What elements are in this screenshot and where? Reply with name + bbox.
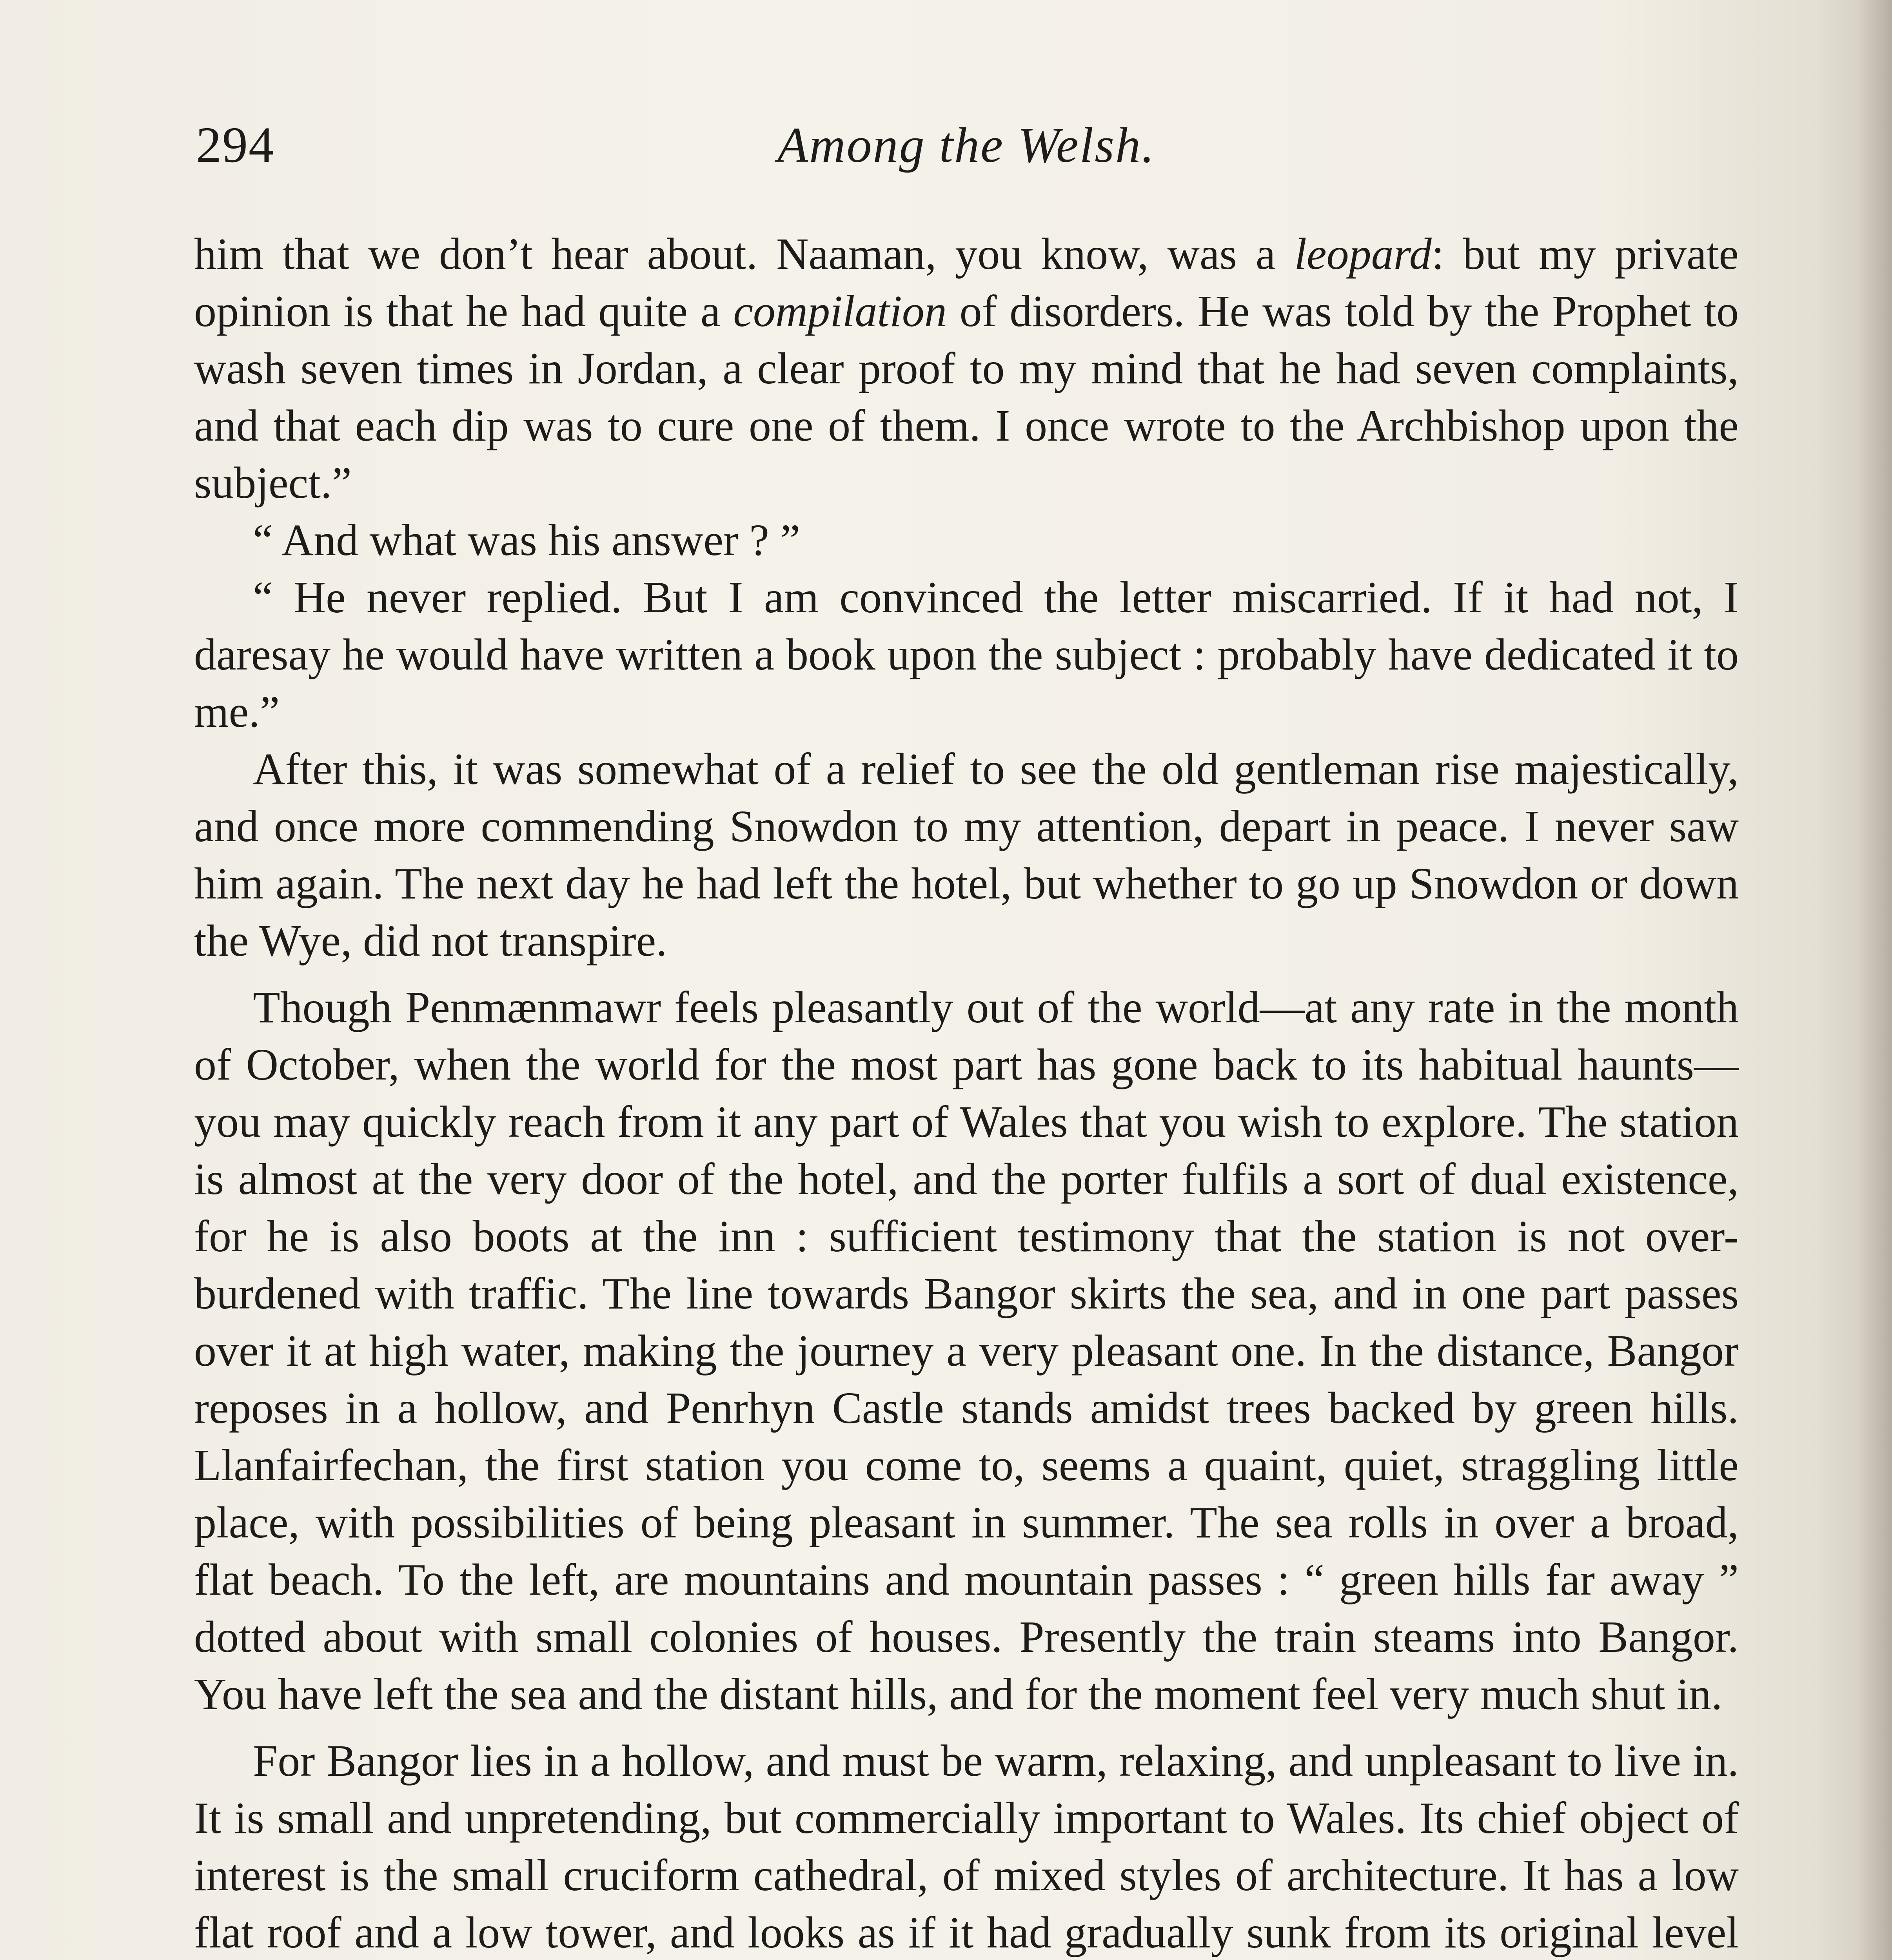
italic-text: compilation xyxy=(733,286,947,336)
paragraph xyxy=(194,225,1739,512)
paragraph xyxy=(194,1732,1739,1960)
paragraph xyxy=(194,569,1739,740)
page-number: 294 xyxy=(196,117,275,173)
paragraph xyxy=(194,512,1739,569)
text-run: After this, it was somewhat of a relief to see the old gentleman rise majestically, and once more commending Snowdon to my attention, depart in peace. I never saw him again. The next day he had left the hotel, but whether to go up Snowdon or down the Wye, did not transpire. xyxy=(194,744,1739,965)
text-run: of disorders. He was told by the Prophet to wash seven times in Jordan, a clear proof to my mind that he had seven complaints, and that each dip was to cure one of them. I once wrote to the Archbishop upon the subject.” xyxy=(194,286,1739,508)
page-header xyxy=(196,106,1737,184)
text-run: him that we don’t hear about. Naaman, you know, was a xyxy=(194,229,1295,279)
text-run: “ And what was his answer ? ” xyxy=(253,515,801,565)
paragraph xyxy=(194,740,1739,969)
running-head: Among the Welsh. xyxy=(777,117,1156,173)
text-run: For Bangor lies in a hollow, and must be warm, relaxing, and unpleasant to live in. It is small and unpretending, but commercially important to Wales. Its chief object of interest is the small cruciform cathedral, of mixed styles of architecture. It has a low flat roof and a low tower, and looks as if it had gradually sunk from its original level xyxy=(194,1736,1739,1957)
text-run: : but my private opinion is that he had quite a xyxy=(194,229,1739,336)
text-run: Though Penmænmawr feels pleasantly out of the world—at any rate in the month of October, when the world for the most part has gone back to its habitual haunts—you may quickly reach from it any part of Wales that you wish to explore. The station is almost at the very door of the hotel, and the porter fulfils a sort of dual existence, for he is also boots at the inn : sufficient testimony that the station is not over-burdened with traffic. The line towards Bangor skirts the sea, and in one part passes over it at high water, making the journey a very pleasant one. In the distance, Bangor reposes in a hollow, and Penrhyn Castle stands amidst trees backed by green hills. Llanfairfechan, the first station you come to, seems a quaint, quiet, straggling little place, with possibilities of being pleasant in summer. The sea rolls in over a broad, flat beach. To the left, are mountains and mountain passes : “ green hills far away ” dotted about with small colonies of houses. Presently the train steams into Bangor. You have left the sea and the distant hills, and for the moment feel very much shut in. xyxy=(194,982,1739,1719)
page-gutter-shadow xyxy=(1857,0,1892,1960)
text-run: “ He never replied. But I am convinced the letter miscarried. If it had not, I daresay he would have written a book upon the subject : probably have dedicated it to me.” xyxy=(194,572,1739,737)
paragraph xyxy=(194,979,1739,1723)
body-text xyxy=(194,225,1739,1960)
italic-text: leopard xyxy=(1294,229,1432,279)
